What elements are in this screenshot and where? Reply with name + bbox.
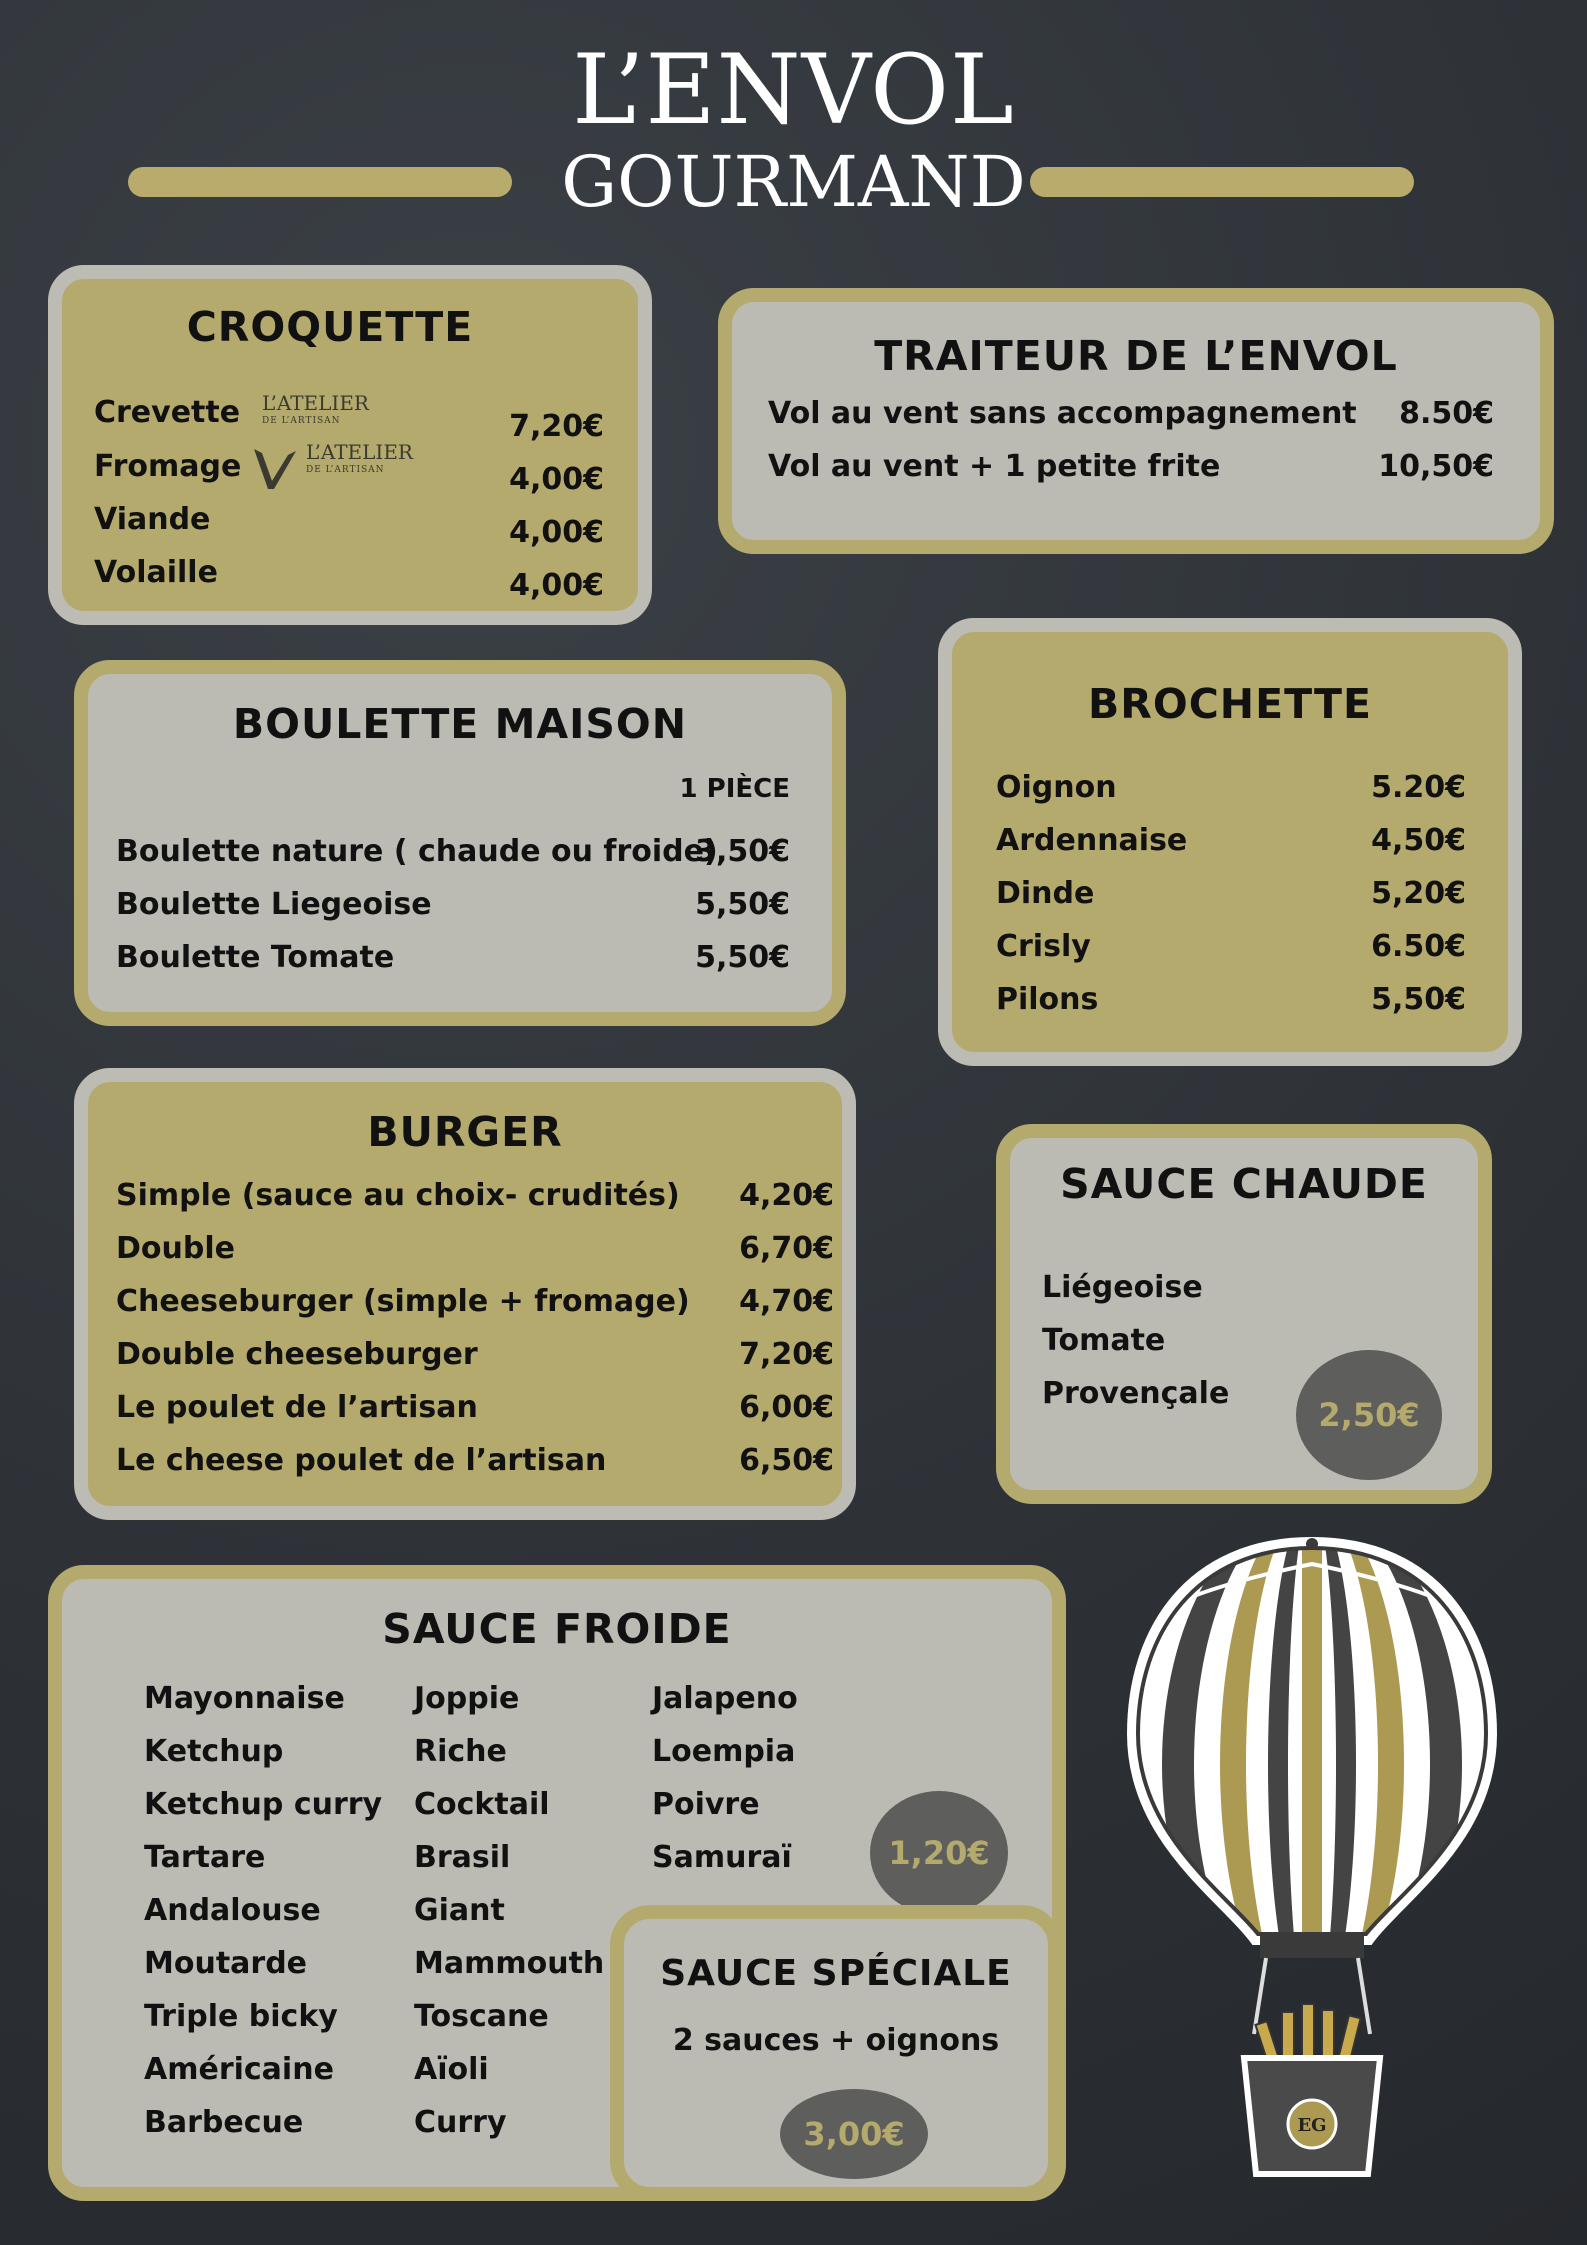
atelier-logo — [306, 440, 413, 479]
burger-card — [74, 1068, 856, 1520]
burger-item-name: Le poulet de l’artisan — [116, 1390, 478, 1425]
sauce-froide-price-badge: 1,20€ — [870, 1791, 1008, 1915]
hot-air-balloon-icon — [1126, 1534, 1498, 2202]
croquette-card — [48, 265, 652, 625]
boulette-title: BOULETTE MAISON — [232, 700, 688, 748]
burger-item-name: Double cheeseburger — [116, 1337, 478, 1372]
sauce-froide-item: Toscane — [414, 1999, 549, 2034]
traiteur-item-name: Vol au vent + 1 petite frite — [768, 449, 1221, 484]
traiteur-card — [718, 288, 1554, 554]
sauce-froide-item: Poivre — [652, 1787, 760, 1822]
atelier-logo-text: L’ATELIER — [262, 391, 369, 415]
boulette-column-header: 1 PIÈCE — [679, 774, 790, 804]
croquette-item-price: 4,00€ — [509, 568, 604, 603]
brochette-item-name: Pilons — [996, 982, 1099, 1017]
brochette-card — [938, 618, 1522, 1066]
burger-item-price: 6,70€ — [739, 1231, 834, 1266]
burger-item-name: Cheeseburger (simple + fromage) — [116, 1284, 690, 1319]
sauce-froide-item: Mayonnaise — [144, 1681, 345, 1716]
croquette-item-name: Volaille — [94, 555, 218, 590]
brochette-item-price: 6.50€ — [1371, 929, 1466, 964]
brochette-item-price: 5,20€ — [1371, 876, 1466, 911]
sauce-chaude-title: SAUCE CHAUDE — [1060, 1160, 1428, 1208]
sauce-chaude-price-badge: 2,50€ — [1296, 1350, 1442, 1480]
brochette-title: BROCHETTE — [1088, 680, 1372, 728]
traiteur-item-name: Vol au vent sans accompagnement — [768, 396, 1357, 431]
burger-item-price: 4,20€ — [739, 1178, 834, 1213]
boulette-card — [74, 660, 846, 1026]
traiteur-title: TRAITEUR DE L’ENVOL — [874, 332, 1398, 380]
burger-item-price: 4,70€ — [739, 1284, 834, 1319]
sauce-chaude-item: Provençale — [1042, 1376, 1230, 1411]
boulette-item-name: Boulette nature ( chaude ou froide) — [116, 834, 718, 869]
croquette-item-name: Fromage — [94, 449, 242, 484]
atelier-logo — [262, 391, 369, 430]
atelier-logo-text: L’ATELIER — [306, 440, 413, 464]
brochette-item-price: 4,50€ — [1371, 823, 1466, 858]
burger-item-price: 6,00€ — [739, 1390, 834, 1425]
sauce-froide-item: Aïoli — [414, 2052, 489, 2087]
croquette-item-name: Viande — [94, 502, 211, 537]
sauce-froide-item: Mammouth — [414, 1946, 605, 1981]
brochette-item-name: Oignon — [996, 770, 1117, 805]
sauce-froide-item: Triple bicky — [144, 1999, 338, 2034]
boulette-item-price: 5,50€ — [695, 887, 790, 922]
boulette-item-name: Boulette Tomate — [116, 940, 395, 975]
burger-item-name: Simple (sauce au choix- crudités) — [116, 1178, 680, 1213]
sauce-froide-item: Ketchup — [144, 1734, 284, 1769]
boulette-item-name: Boulette Liegeoise — [116, 887, 432, 922]
title-line-2: GOURMAND — [561, 141, 1026, 223]
atelier-logo-subtext: DE L’ARTISAN — [306, 465, 385, 475]
leaf-icon — [248, 445, 302, 499]
sauce-froide-item: Barbecue — [144, 2105, 304, 2140]
traiteur-item-price: 10,50€ — [1378, 449, 1494, 484]
sauce-froide-item: Joppie — [414, 1681, 520, 1716]
sauce-froide-item: Américaine — [144, 2052, 334, 2087]
sauce-chaude-card — [996, 1124, 1492, 1504]
brochette-item-name: Crisly — [996, 929, 1091, 964]
boulette-item-price: 5,50€ — [695, 940, 790, 975]
burger-item-name: Le cheese poulet de l’artisan — [116, 1443, 607, 1478]
croquette-item-price: 7,20€ — [509, 409, 604, 444]
sauce-froide-item: Curry — [414, 2105, 507, 2140]
sauce-chaude-item: Liégeoise — [1042, 1270, 1203, 1305]
sauce-speciale-title: SAUCE SPÉCIALE — [660, 1953, 1012, 1994]
header-rule-left — [128, 167, 512, 197]
brochette-item-price: 5.20€ — [1371, 770, 1466, 805]
burger-item-price: 6,50€ — [739, 1443, 834, 1478]
traiteur-item-price: 8.50€ — [1399, 396, 1494, 431]
boulette-item-price: 3,50€ — [695, 834, 790, 869]
sauce-froide-item: Loempia — [652, 1734, 796, 1769]
brochette-item-name: Ardennaise — [996, 823, 1188, 858]
burger-item-name: Double — [116, 1231, 235, 1266]
brochette-item-name: Dinde — [996, 876, 1095, 911]
sauce-speciale-card — [610, 1905, 1062, 2201]
burger-item-price: 7,20€ — [739, 1337, 834, 1372]
sauce-froide-item: Jalapeno — [652, 1681, 798, 1716]
header-rule-right — [1030, 167, 1414, 197]
burger-title: BURGER — [367, 1108, 563, 1156]
sauce-froide-item: Cocktail — [414, 1787, 550, 1822]
sauce-froide-title: SAUCE FROIDE — [382, 1605, 732, 1653]
atelier-logo-subtext: DE L’ARTISAN — [262, 416, 341, 426]
brochette-item-price: 5,50€ — [1371, 982, 1466, 1017]
croquette-item-price: 4,00€ — [509, 462, 604, 497]
sauce-froide-item: Moutarde — [144, 1946, 308, 1981]
title-line-1: L’ENVOL — [572, 34, 1015, 146]
croquette-title: CROQUETTE — [186, 303, 474, 351]
sauce-froide-item: Brasil — [414, 1840, 511, 1875]
sauce-froide-item: Giant — [414, 1893, 505, 1928]
sauce-froide-item: Samuraï — [652, 1840, 792, 1875]
sauce-froide-item: Riche — [414, 1734, 507, 1769]
sauce-froide-item: Andalouse — [144, 1893, 321, 1928]
sauce-speciale-price-badge: 3,00€ — [780, 2089, 928, 2179]
sauce-chaude-item: Tomate — [1042, 1323, 1166, 1358]
croquette-item-price: 4,00€ — [509, 515, 604, 550]
sauce-froide-item: Ketchup curry — [144, 1787, 383, 1822]
croquette-item-name: Crevette — [94, 395, 241, 430]
balloon-badge-text: EG — [1297, 2115, 1327, 2136]
sauce-speciale-description: 2 sauces + oignons — [672, 2023, 1000, 2058]
sauce-froide-item: Tartare — [144, 1840, 266, 1875]
